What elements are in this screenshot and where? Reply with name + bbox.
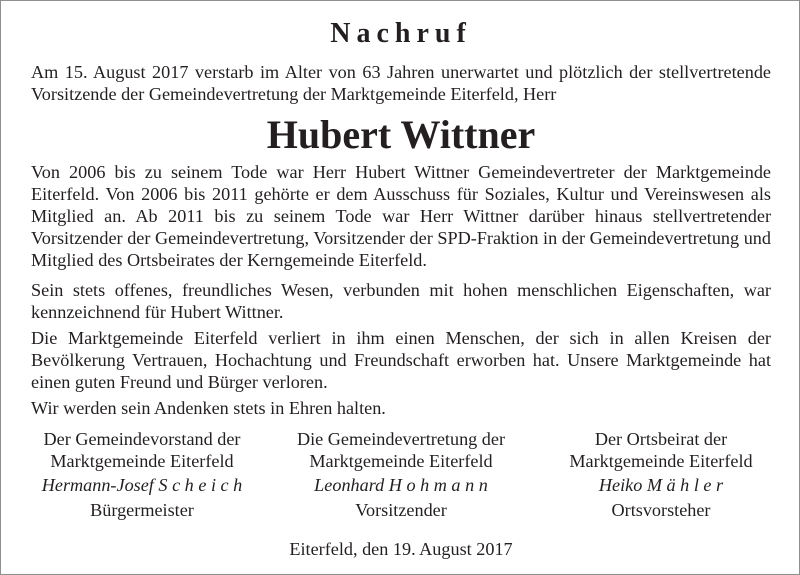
signatory-first-name: Leonhard (314, 475, 385, 495)
signatory-role: Bürgermeister (90, 500, 194, 520)
notice-title: Nachruf (330, 18, 472, 49)
signatory-name (17, 474, 267, 496)
deceased-name: Hubert Wittner (266, 112, 536, 157)
signatory-org-line2: Marktgemeinde Eiterfeld (569, 451, 753, 471)
signatory-org-line2: Marktgemeinde Eiterfeld (50, 451, 234, 471)
career-paragraph: Von 2006 bis zu seinem Tode war Herr Hubert Wittner Gemeindevertreter der Marktgemeinde Eiterfeld. Von 2006 bis 2011 gehörte er dem Ausschuss für Soziales, Kultur und Vereinswesen als Mitglied an. Ab 2011 bis zu seinem Tode war Herr Wittner darüber hinaus stellvertretender Vorsitzender der Gemeindevertretung, Vorsitzender der SPD-Fraktion in der Gemeindevertretung und Mitglied des Ortsbeirates der Kerngemeinde Eiterfeld. (31, 162, 771, 270)
closing-paragraph: Wir werden sein Andenken stets in Ehren halten. (31, 398, 386, 418)
signatory-first-name: Heiko (598, 475, 643, 495)
signatory-first-name: Hermann-Josef (41, 475, 154, 495)
signatory-last-name: S c h e i c h (158, 475, 243, 495)
signatory-name (271, 474, 531, 496)
place-and-date: Eiterfeld, den 19. August 2017 (289, 539, 513, 559)
signatory-org-line1: Der Gemeindevorstand der (43, 429, 241, 449)
signatory-org-line1: Die Gemeindevertretung der (296, 429, 506, 449)
signatory-last-name: H o h m a n n (388, 475, 488, 495)
signatory-name (536, 474, 786, 496)
intro-text: Am 15. August 2017 verstarb im Alter von 63 Jahren unerwartet und plötzlich der stellvertretende Vorsitzende der Gemeindevertretung der Marktgemeinde Eiterfeld, Herr (31, 62, 771, 104)
signatory-org-line1: Der Ortsbeirat der (594, 429, 728, 449)
signatory-block-council (271, 428, 531, 521)
signatory-role: Vorsitzender (355, 500, 447, 520)
signatory-block-local-council (536, 428, 786, 521)
loss-paragraph: Die Marktgemeinde Eiterfeld verliert in ihm einen Menschen, der sich in allen Kreisen der Bevölkerung Vertrauen, Hochachtung und Freundschaft erworben hat. Unsere Marktgemeinde hat einen guten Freund und Bürger verloren. (31, 328, 771, 392)
signatory-org-line2: Marktgemeinde Eiterfeld (309, 451, 493, 471)
intro-paragraph (31, 61, 771, 105)
signatory-role: Ortsvorsteher (611, 500, 711, 520)
character-paragraph: Sein stets offenes, freundliches Wesen, verbunden mit hohen menschlichen Eigenschaften, war kennzeichnend für Hubert Wittner. (31, 280, 771, 322)
signatory-block-municipal-board (17, 428, 267, 521)
signatory-last-name: M ä h l e r (646, 475, 724, 495)
